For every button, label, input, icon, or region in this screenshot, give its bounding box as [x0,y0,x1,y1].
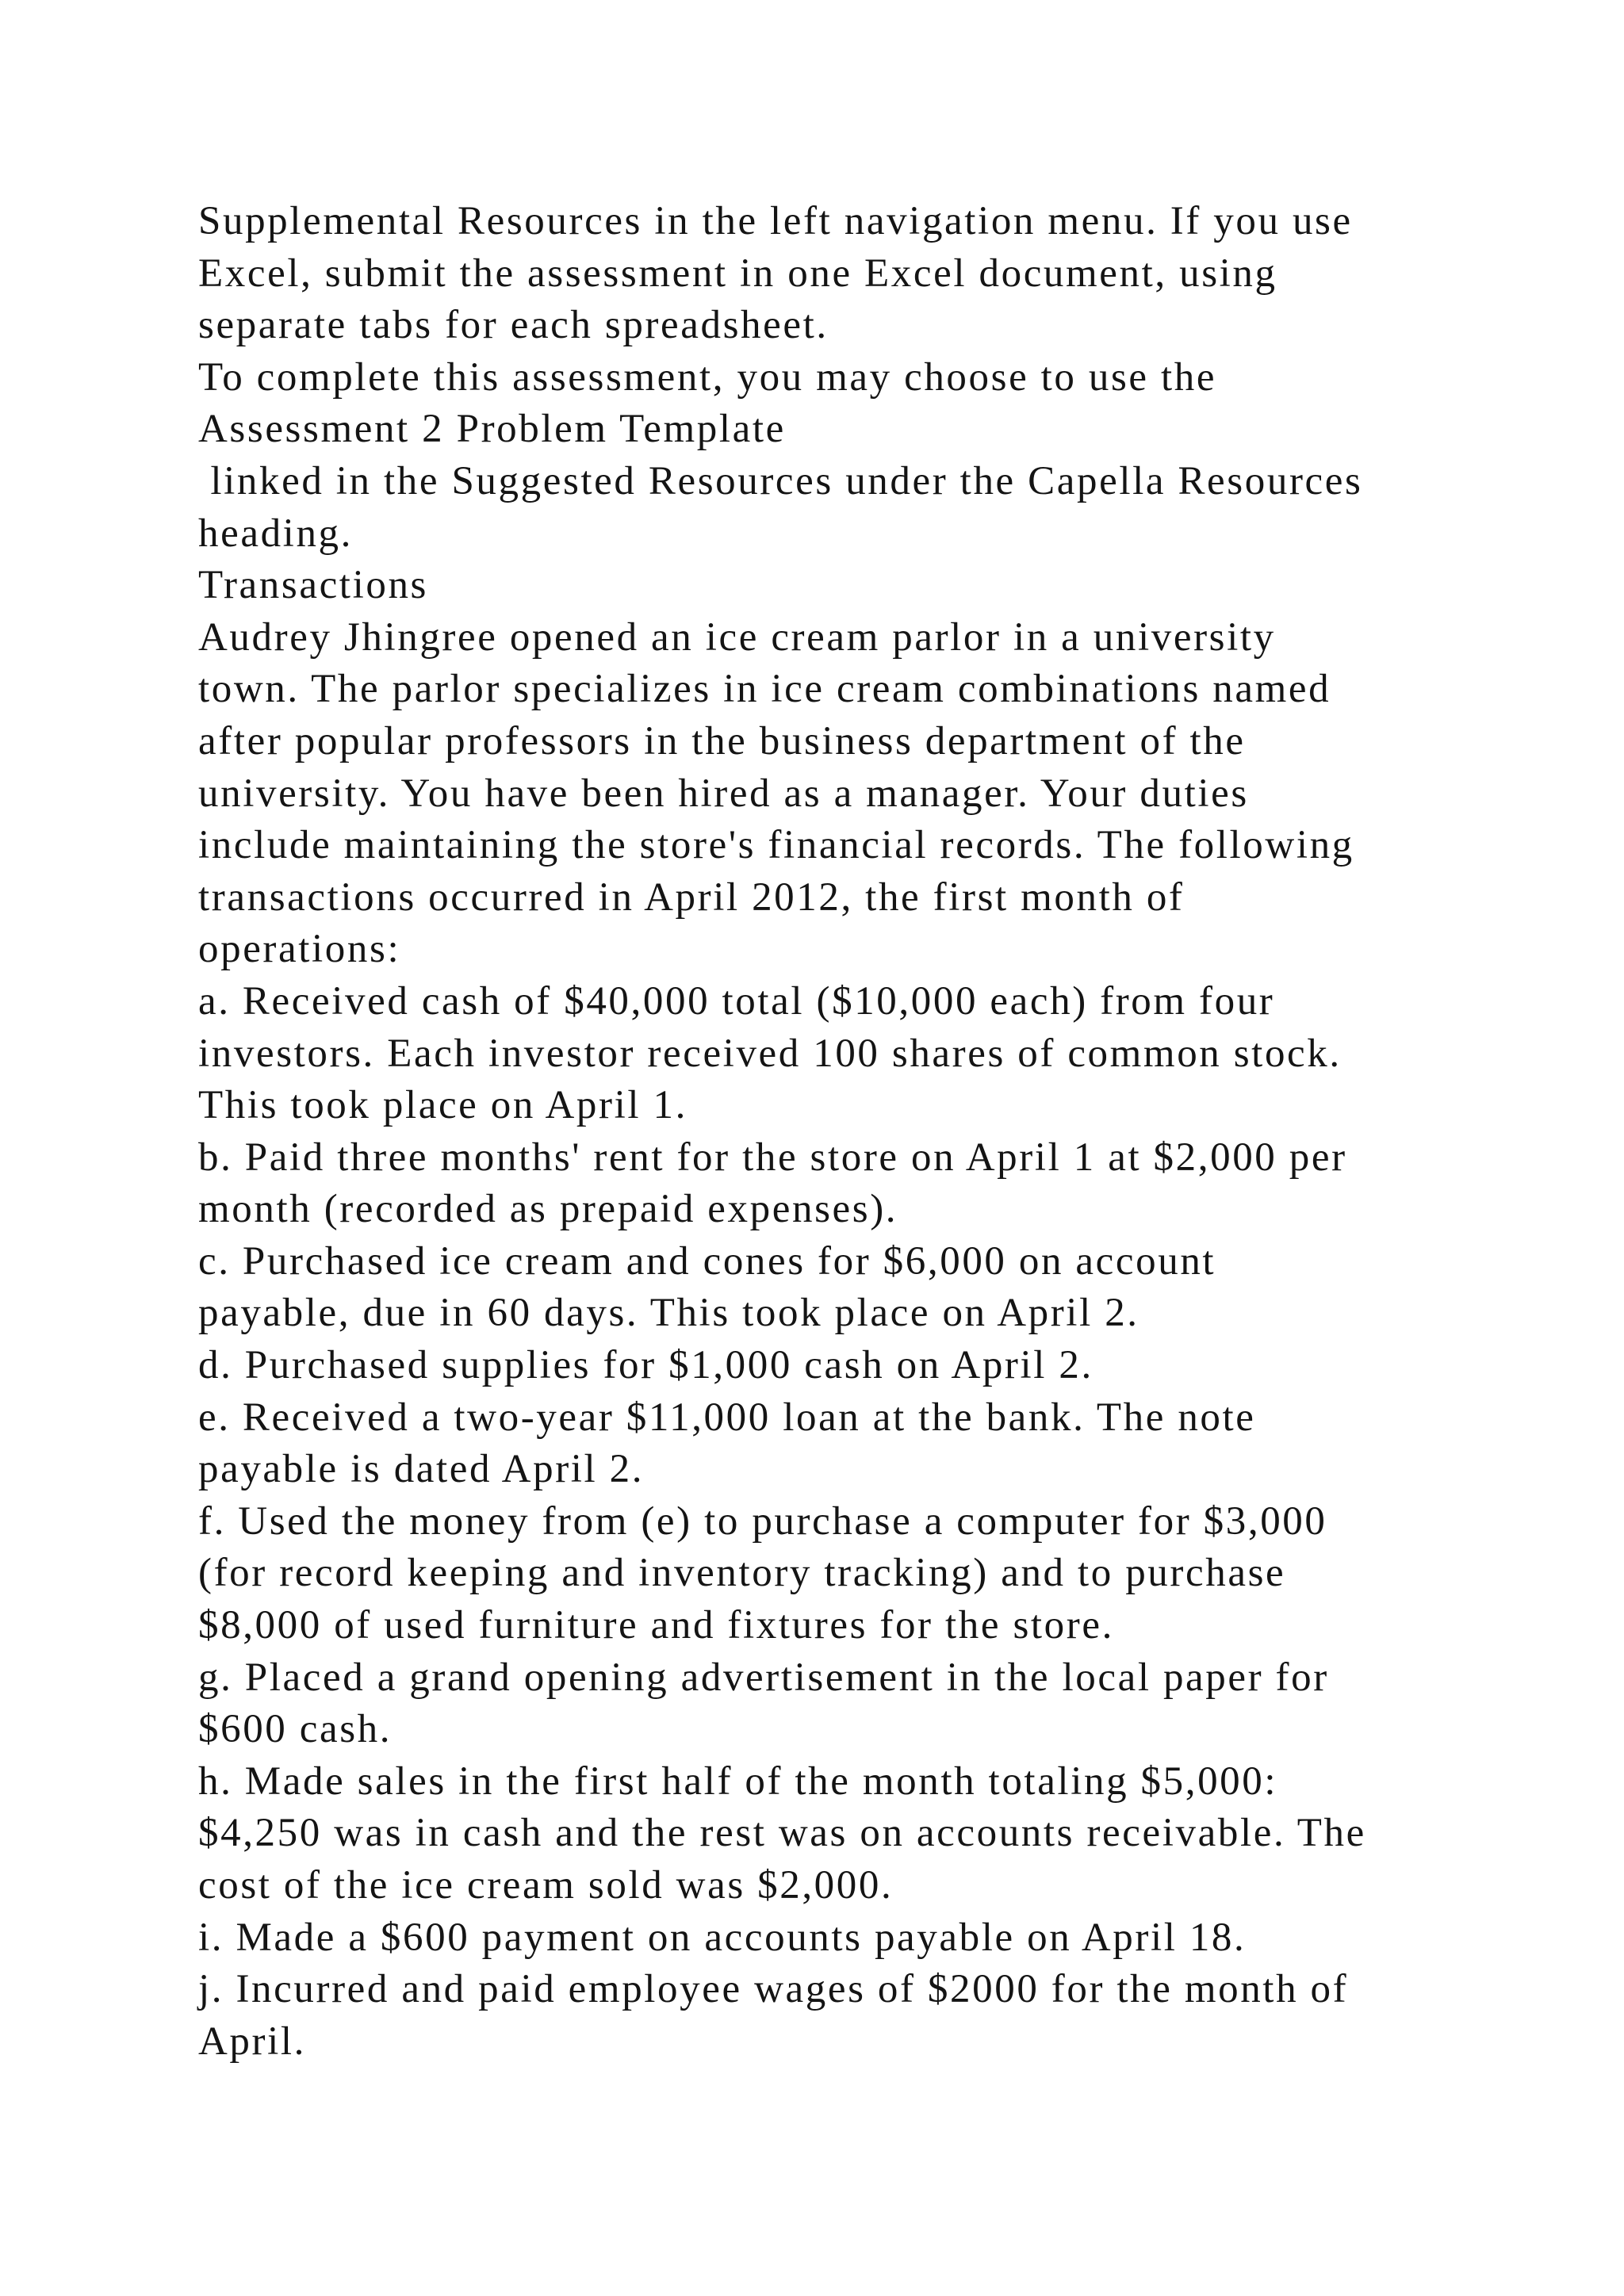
transaction-item: c. Purchased ice cream and cones for $6,000 on account [198,1238,1216,1284]
text-line: include maintaining the store's financial records. The following [198,823,1354,868]
transaction-item: $8,000 of used furniture and fixtures for the store. [198,1603,1114,1648]
transaction-item: f. Used the money from (e) to purchase a computer for $3,000 [198,1498,1327,1544]
text-line: separate tabs for each spreadsheet. [198,303,829,348]
transaction-item: b. Paid three months' rent for the store on April 1 at $2,000 per [198,1135,1347,1180]
transaction-item: month (recorded as prepaid expenses). [198,1187,898,1232]
transaction-item: payable, due in 60 days. This took place on April 2. [198,1291,1139,1336]
text-line: heading. [198,511,353,556]
transaction-item: $4,250 was in cash and the rest was on accounts receivable. The [198,1811,1366,1856]
transaction-item: This took place on April 1. [198,1083,688,1128]
text-line: transactions occurred in April 2012, the first month of [198,874,1185,920]
text-line: after popular professors in the business department of the [198,718,1246,763]
transaction-item: i. Made a $600 payment on accounts payable on April 18. [198,1915,1247,1960]
transaction-item: g. Placed a grand opening advertisement in the local paper for [198,1655,1329,1700]
text-line: operations: [198,927,401,972]
text-line: Assessment 2 Problem Template [198,407,786,452]
section-heading: Transactions [198,563,428,608]
text-line: Supplemental Resources in the left navigation menu. If you use [198,199,1353,243]
text-line: Excel, submit the assessment in one Excel document, using [198,251,1277,296]
transaction-item: h. Made sales in the first half of the month totaling $5,000: [198,1758,1278,1804]
transaction-item: (for record keeping and inventory tracking) and to purchase [198,1551,1286,1596]
transaction-item: d. Purchased supplies for $1,000 cash on April 2. [198,1343,1094,1388]
transaction-item: April. [198,2019,307,2064]
transaction-item: investors. Each investor received 100 shares of common stock. [198,1031,1342,1076]
transaction-item: a. Received cash of $40,000 total ($10,000 each) from four [198,978,1275,1024]
text-line: town. The parlor specializes in ice cream combinations named [198,667,1331,712]
text-line: linked in the Suggested Resources under the Capella Resources [198,458,1363,503]
transaction-item: $600 cash. [198,1707,393,1752]
transaction-item: e. Received a two-year $11,000 loan at the bank. The note [198,1395,1256,1440]
text-line: Audrey Jhingree opened an ice cream parlor in a university [198,614,1276,660]
text-line: university. You have been hired as a manager. Your duties [198,771,1249,816]
transaction-item: payable is dated April 2. [198,1447,645,1492]
text-line: To complete this assessment, you may choose to use the [198,354,1217,400]
transaction-item: cost of the ice cream sold was $2,000. [198,1863,894,1908]
transaction-item: j. Incurred and paid employee wages of $2000 for the month of [198,1967,1349,2012]
document-text [198,196,1507,2068]
